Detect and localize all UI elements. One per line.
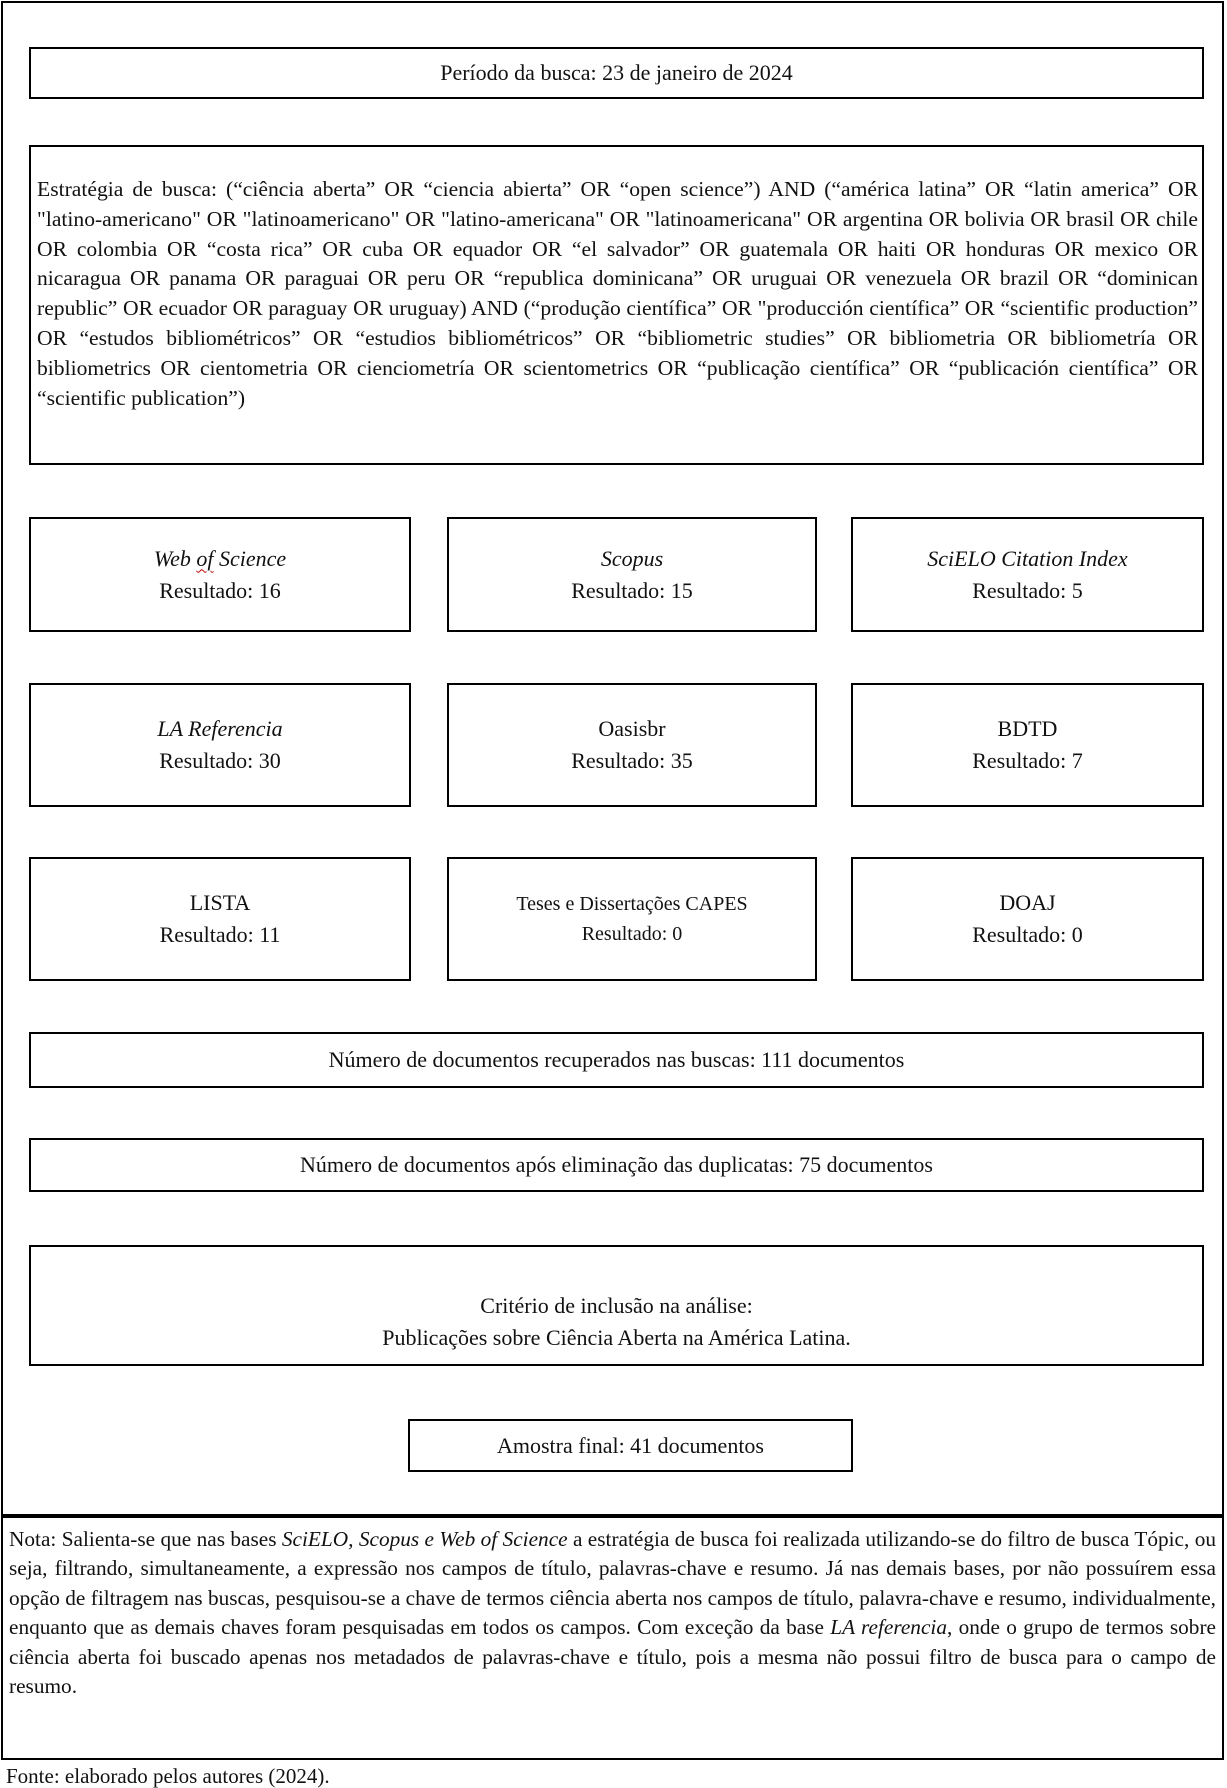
- source-caption: Fonte: elaborado pelos autores (2024).: [6, 1764, 330, 1788]
- database-name: Teses e Dissertações CAPES: [516, 893, 748, 915]
- search-strategy-box: [29, 145, 1204, 465]
- database-name: BDTD: [997, 716, 1058, 741]
- database-name: Web of Science: [153, 545, 287, 571]
- deduplicated-documents-box: [29, 1138, 1204, 1192]
- database-box-la-referencia: [29, 683, 411, 807]
- database-name: Scopus: [600, 545, 664, 571]
- database-result: Resultado: 5: [972, 577, 1083, 603]
- database-box-capes: [447, 857, 817, 981]
- period-box: [29, 47, 1204, 99]
- final-sample-box: [408, 1419, 853, 1472]
- database-name: SciELO Citation Index: [927, 545, 1128, 571]
- database-result: Resultado: 35: [571, 748, 693, 773]
- period-text: Período da busca: 23 de janeiro de 2024: [440, 60, 793, 85]
- database-box-oasisbr: [447, 683, 817, 807]
- inclusion-criteria-box: [29, 1245, 1204, 1366]
- database-name: Oasisbr: [598, 716, 666, 741]
- database-result: Resultado: 0: [972, 922, 1083, 947]
- search-strategy-text: Estratégia de busca: (“ciência aberta” OR “ciencia abierta” OR “open science”) AND (“américa latina” OR “latin america” OR "latino-americano" OR "latinoamericano" OR "latino-americana" OR "latinoamericana" OR argentina OR bolivia OR brasil OR chile OR colombia OR “costa rica” OR cuba OR equador OR “el salvador” OR guatemala OR haiti OR honduras OR mexico OR nicaragua OR panama OR paraguai OR peru OR “republica dominicana” OR uruguai OR venezuela OR brazil OR “dominican republic” OR ecuador OR paraguay OR uruguay) AND (“produção científica” OR "producción científica” OR “scientific production” OR “estudos bibliométricos” OR “estudios bibliométricos” OR “bibliometric studies” OR bibliometria OR bibliometría OR bibliometrics OR cientometria OR cienciometría OR scientometrics OR “publicação científica” OR “publicación científica” OR “scientific publication”): [37, 177, 1198, 410]
- database-result: Resultado: 11: [159, 922, 281, 947]
- database-name: LA Referencia: [157, 716, 283, 741]
- database-box-web-of-science: [29, 517, 411, 632]
- note-box: [1, 1516, 1224, 1760]
- note-la-referencia-italic: LA referencia: [830, 1615, 947, 1640]
- database-box-bdtd: [851, 683, 1204, 807]
- note-bases-italic: SciELO, Scopus e Web of Science: [281, 1527, 568, 1551]
- deduplicated-documents-text: Número de documentos após eliminação das duplicatas: 75 documentos: [300, 1152, 933, 1177]
- database-result: Resultado: 30: [159, 748, 281, 773]
- database-box-doaj: [851, 857, 1204, 981]
- database-box-lista: [29, 857, 411, 981]
- inclusion-criteria-text: Publicações sobre Ciência Aberta na América Latina.: [382, 1324, 851, 1350]
- database-box-scopus: [447, 517, 817, 632]
- database-result: Resultado: 15: [571, 577, 693, 603]
- database-name: DOAJ: [999, 890, 1056, 915]
- database-result: Resultado: 0: [581, 923, 683, 945]
- spellcheck-underline: of: [196, 545, 214, 571]
- database-name: LISTA: [189, 890, 251, 915]
- note-text: Nota: Salienta-se que nas bases SciELO, Scopus e Web of Science a estratégia de busca foi realizada utilizando-se do filtro de busca Tópic, ou seja, filtrando, simultaneamente, a expressão nos campos de título, palavras-chave e resumo. Já nas demais bases, por não possuírem essa opção de filtragem nas buscas, pesquisou-se a chave de termos ciência aberta nos campos de título, palavra-chave e resumo, individualmente, enquanto que as demais chaves foram pesquisadas em todos os campos. Com exceção da base LA referencia, onde o grupo de termos sobre ciência aberta foi buscado apenas nos metadados de palavras-chave e título, pois a mesma não possui filtro de busca para o campo de resumo.: [9, 1527, 1216, 1699]
- retrieved-documents-box: [29, 1032, 1204, 1088]
- final-sample-text: Amostra final: 41 documentos: [496, 1432, 764, 1458]
- database-result: Resultado: 7: [972, 748, 1083, 773]
- inclusion-criteria-title: Critério de inclusão na análise:: [480, 1292, 753, 1318]
- retrieved-documents-text: Número de documentos recuperados nas buscas: 111 documentos: [328, 1047, 905, 1072]
- database-result: Resultado: 16: [159, 577, 281, 603]
- database-box-scielo: [851, 517, 1204, 632]
